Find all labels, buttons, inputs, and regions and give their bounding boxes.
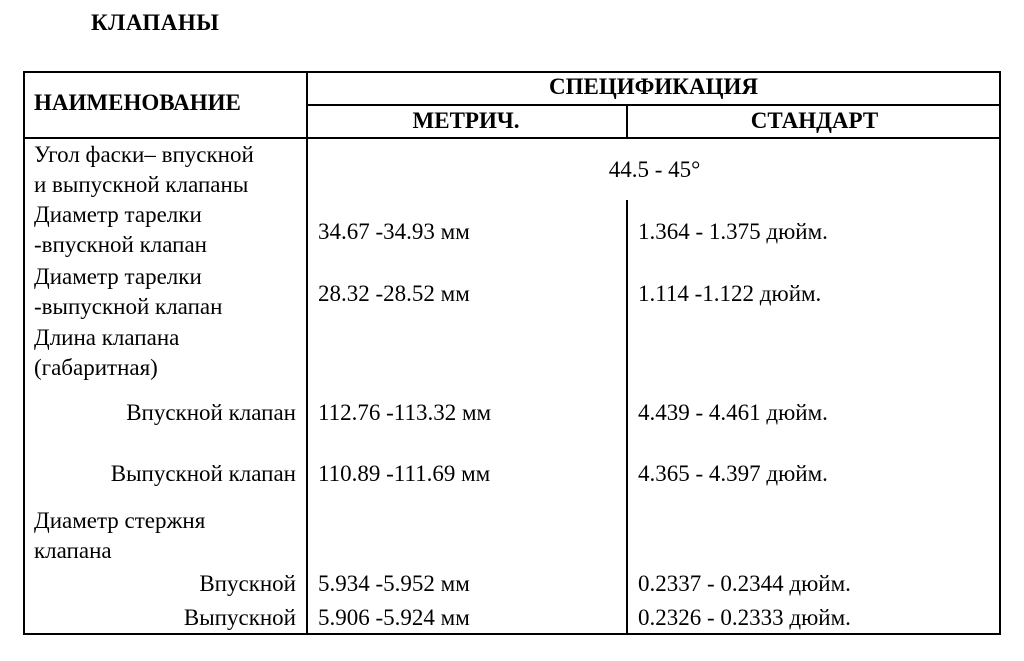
- row-name-line2: (габаритная): [34, 355, 158, 380]
- header-standard: СТАНДАРТ: [750, 108, 879, 133]
- standard-value: 4.439 - 4.461 дюйм.: [638, 400, 828, 425]
- standard-value: 1.364 - 1.375 дюйм.: [638, 219, 828, 244]
- spec-underline: [306, 104, 1001, 106]
- row-name: Выпускной: [183, 605, 296, 630]
- header-metric: МЕТРИЧ.: [412, 108, 520, 133]
- row-name-line1: Диаметр тарелки: [34, 264, 202, 289]
- row-name: Впускной клапан: [126, 400, 296, 425]
- standard-value: 4.365 - 4.397 дюйм.: [638, 461, 828, 486]
- row-name-line1: Угол фаски– впускной: [34, 142, 254, 167]
- page-title: КЛАПАНЫ: [91, 10, 220, 35]
- metric-value: 112.76 -113.32 мм: [318, 400, 492, 425]
- standard-value: 1.114 -1.122 дюйм.: [638, 281, 822, 306]
- row-name-line2: клапана: [34, 538, 112, 563]
- row-name-line1: Диаметр стержня: [34, 508, 206, 533]
- metric-value: 28.32 -28.52 мм: [318, 281, 470, 306]
- row-name-line1: Диаметр тарелки: [34, 202, 202, 227]
- row-name: Впускной: [199, 571, 296, 596]
- metric-standard-divider: [626, 200, 628, 635]
- metric-value: 110.89 -111.69 мм: [318, 461, 491, 486]
- name-column-divider: [306, 137, 308, 635]
- standard-value: 0.2337 - 0.2344 дюйм.: [638, 571, 851, 596]
- metric-value: 34.67 -34.93 мм: [318, 219, 470, 244]
- metric-value: 5.906 -5.924 мм: [318, 605, 470, 630]
- metric-value: 5.934 -5.952 мм: [318, 571, 470, 596]
- header-spec: СПЕЦИФИКАЦИЯ: [549, 74, 758, 99]
- standard-value: 0.2326 - 0.2333 дюйм.: [638, 605, 851, 630]
- combined-value: 44.5 - 45°: [608, 157, 701, 182]
- row-name-line2: и выпускной клапаны: [34, 172, 249, 197]
- row-name-line2: -выпускной клапан: [34, 294, 223, 319]
- header-bottom-line: [23, 137, 1001, 139]
- row-name-line2: -впускной клапан: [34, 232, 207, 257]
- row-name-line1: Длина клапана: [34, 325, 180, 350]
- row-name: Выпускной клапан: [110, 461, 296, 486]
- header-name: НАИМЕНОВАНИЕ: [34, 90, 241, 115]
